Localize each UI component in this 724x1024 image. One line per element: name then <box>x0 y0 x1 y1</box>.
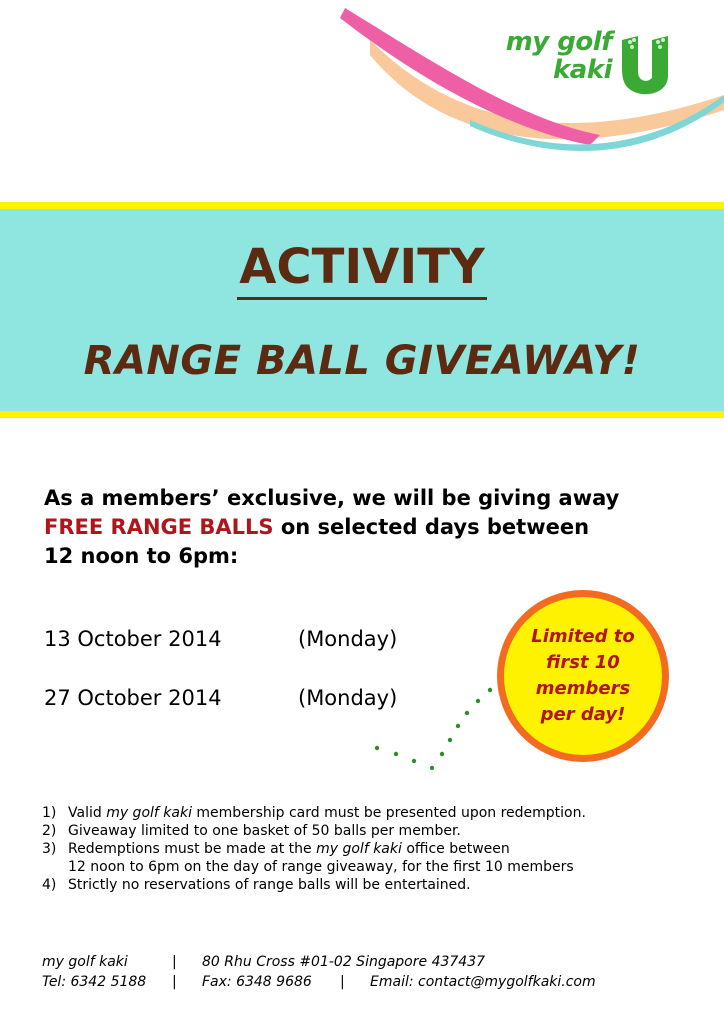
badge-line4: per day! <box>540 704 626 725</box>
intro-line2-rest: on selected days between <box>273 515 590 539</box>
terms-text: membership card must be presented upon redemption. <box>191 805 586 821</box>
intro-line3: 12 noon to 6pm: <box>44 544 239 568</box>
terms-number: 1) <box>42 805 57 821</box>
intro-line1: As a members’ exclusive, we will be giving away <box>44 486 620 510</box>
terms-text: Redemptions must be made at the <box>68 841 317 857</box>
logo-text <box>492 28 612 84</box>
brand-logo <box>492 28 692 103</box>
footer-line <box>42 972 702 992</box>
activity-banner <box>0 202 724 418</box>
contact-footer <box>42 952 702 992</box>
terms-text: Giveaway limited to one basket of 50 balls per member. <box>68 823 461 839</box>
event-date: 27 October 2014 <box>44 686 222 710</box>
footer-separator: | <box>172 954 177 970</box>
footer-tel: Tel: 6342 5188 <box>42 974 147 990</box>
intro-text <box>44 484 684 571</box>
footer-fax: Fax: 6348 9686 <box>202 974 312 990</box>
event-date: 13 October 2014 <box>44 627 222 651</box>
terms-text: 12 noon to 6pm on the day of range giveaway, for the first 10 members <box>68 859 574 875</box>
badge-line2: first 10 <box>546 652 620 673</box>
logo-line2: kaki <box>552 55 612 85</box>
terms-item <box>42 822 702 840</box>
intro-line2 <box>44 513 684 542</box>
terms-number: 3) <box>42 841 57 857</box>
badge-text <box>513 624 653 728</box>
footer-company: my golf kaki <box>42 954 128 970</box>
terms-item <box>42 804 702 822</box>
intro-highlight: FREE RANGE BALLS <box>44 515 274 539</box>
badge-line1: Limited to <box>531 626 635 647</box>
footer-address: 80 Rhu Cross #01-02 Singapore 437437 <box>202 954 486 970</box>
footer-line <box>42 952 702 972</box>
terms-number: 4) <box>42 877 57 893</box>
event-weekday: (Monday) <box>298 686 398 710</box>
terms-text: Valid <box>68 805 107 821</box>
terms-item <box>42 876 702 894</box>
logo-line1: my golf <box>505 27 612 57</box>
badge-line3: members <box>535 678 631 699</box>
terms-item <box>42 840 702 876</box>
footer-email[interactable]: Email: contact@mygolfkaki.com <box>370 974 596 990</box>
terms-brand: my golf kaki <box>106 805 192 821</box>
terms-list <box>42 804 702 894</box>
footer-separator: | <box>172 974 177 990</box>
banner-heading: ACTIVITY <box>0 239 724 300</box>
golf-u-icon <box>618 28 682 98</box>
dotted-path <box>360 670 500 780</box>
terms-brand: my golf kaki <box>316 841 402 857</box>
footer-separator: | <box>340 974 345 990</box>
terms-number: 2) <box>42 823 57 839</box>
limit-badge <box>497 590 669 762</box>
terms-text: Strictly no reservations of range balls will be entertained. <box>68 877 471 893</box>
terms-text: office between <box>401 841 510 857</box>
event-weekday: (Monday) <box>298 627 398 651</box>
banner-subheading: RANGE BALL GIVEAWAY! <box>83 338 641 384</box>
